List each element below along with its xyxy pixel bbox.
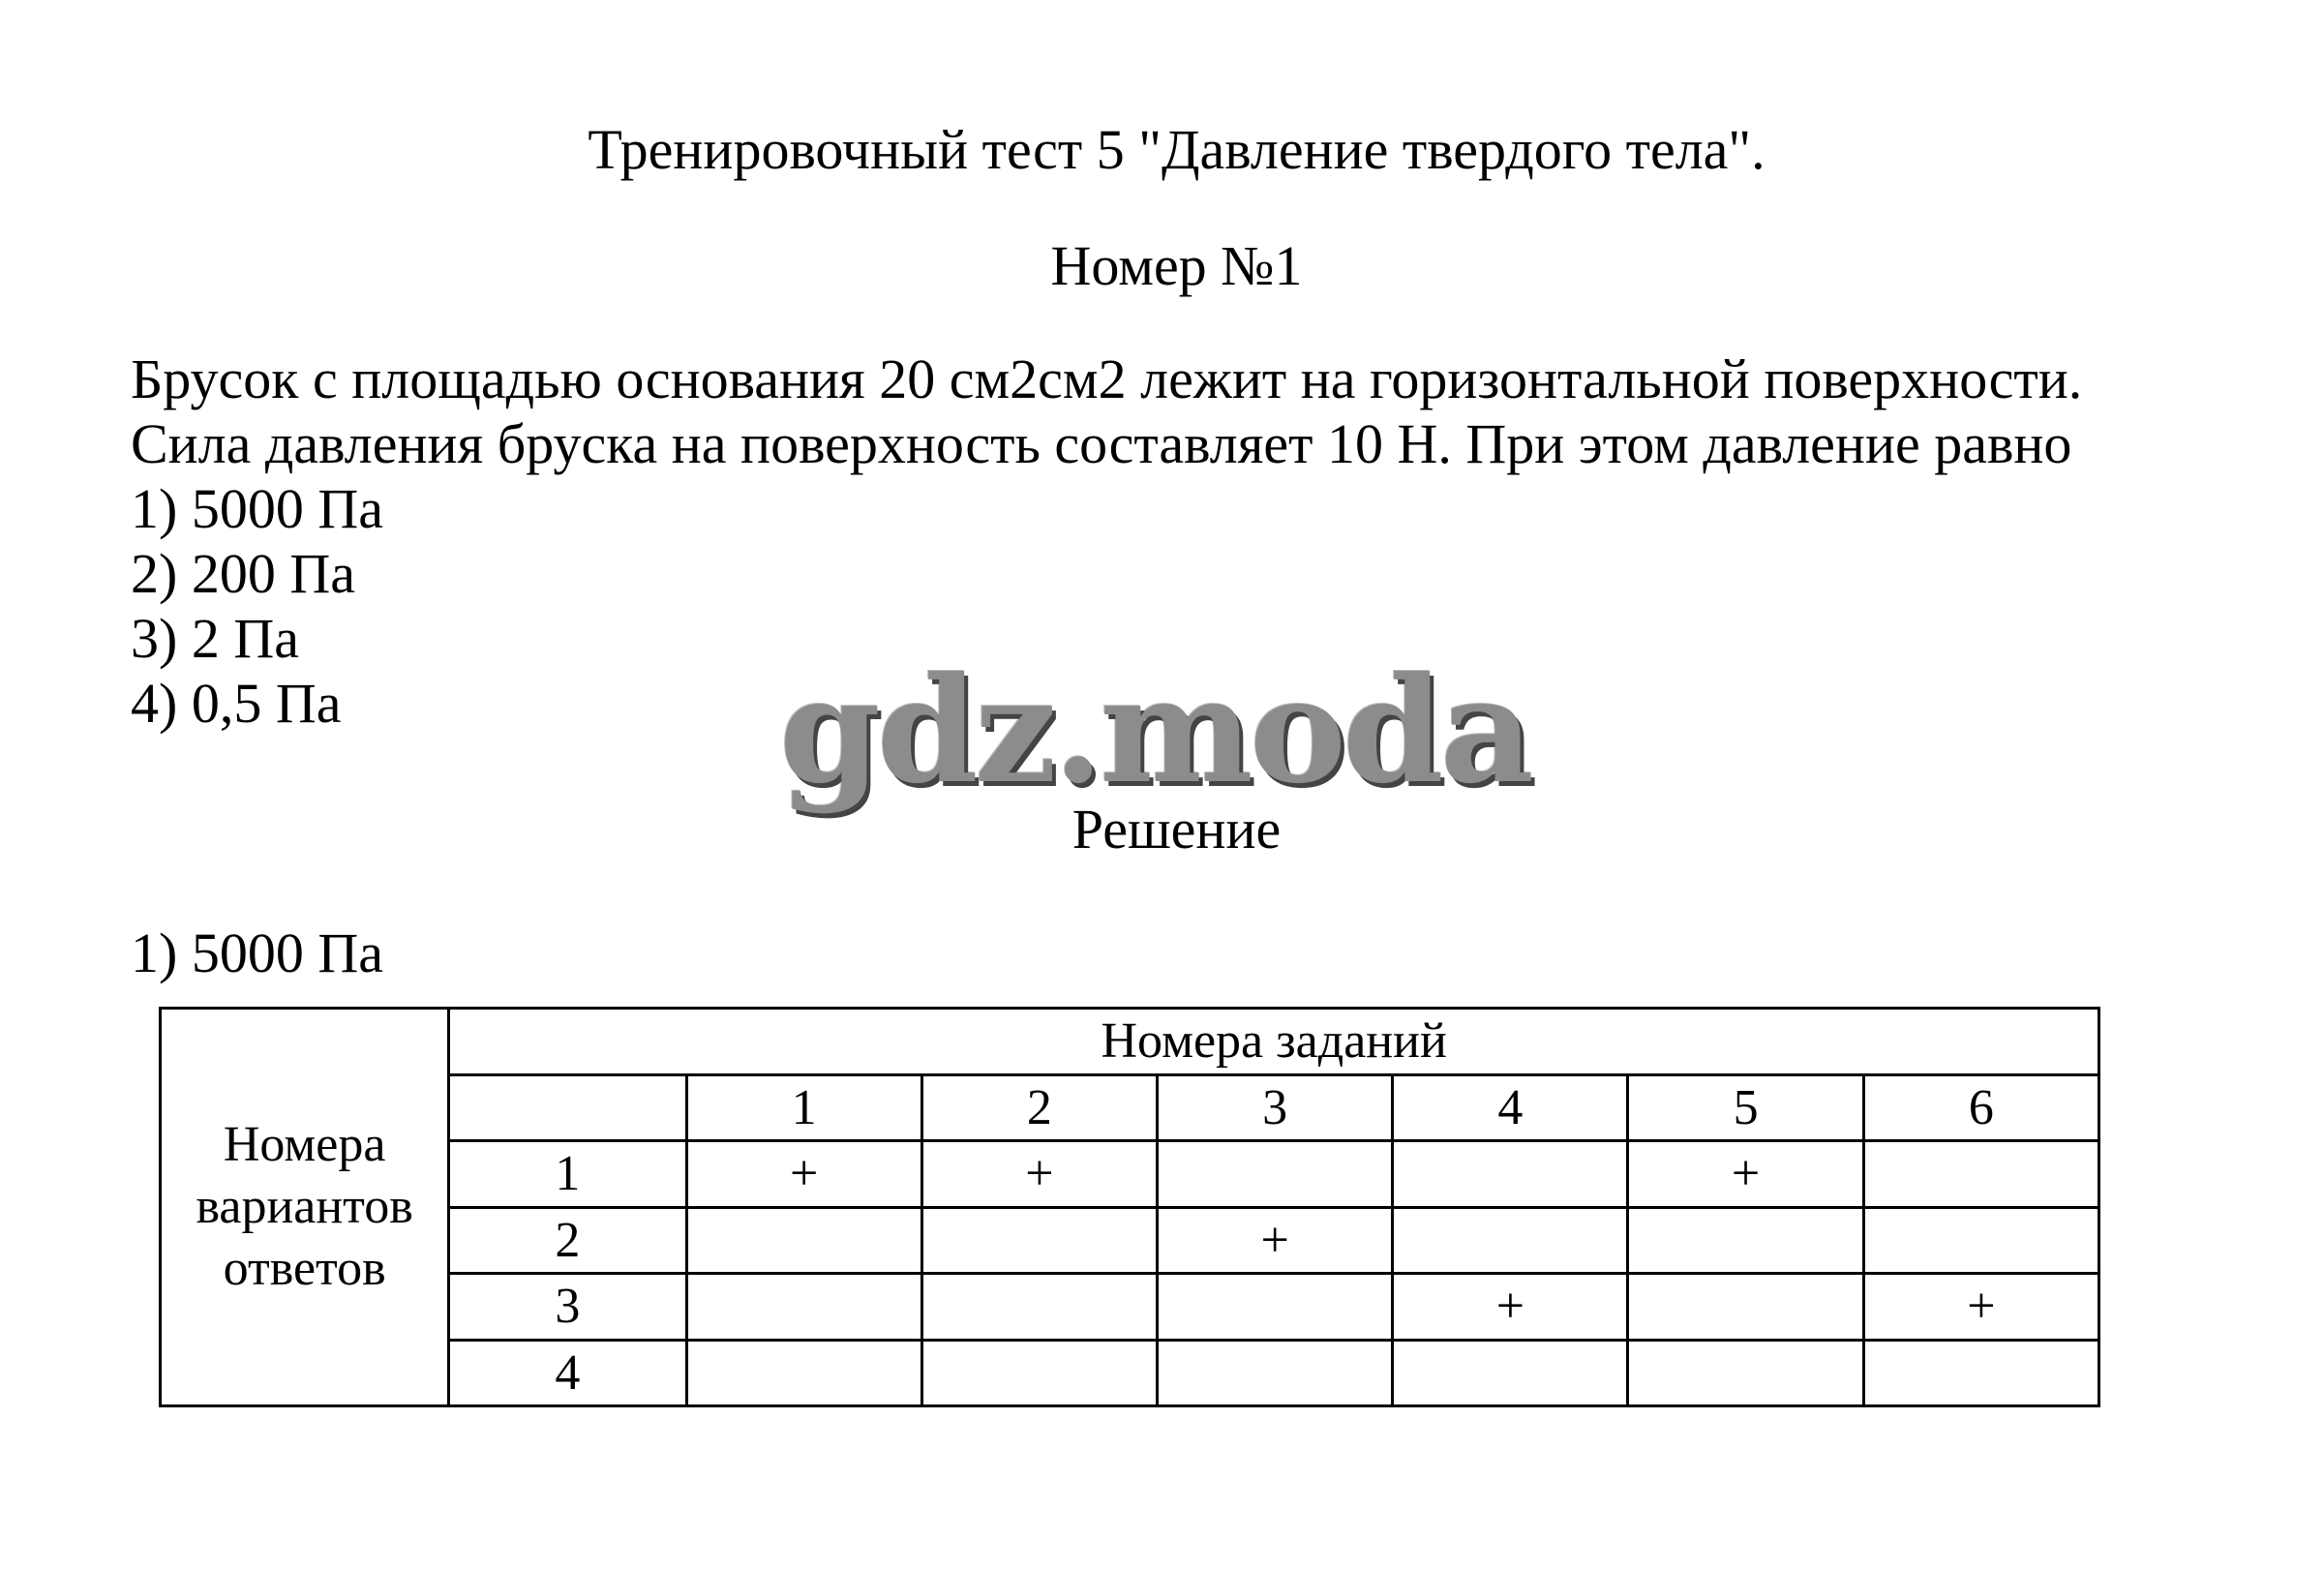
watermark-logo: gdz.moda [779, 646, 1531, 816]
answer-option: 2) 200 Па [131, 542, 355, 605]
task-number-cell: 3 [1158, 1074, 1393, 1141]
task-number-cell: 4 [1393, 1074, 1628, 1141]
mark-cell: + [1628, 1141, 1863, 1208]
variant-number-cell: 1 [449, 1141, 686, 1208]
task-number-cell: 2 [921, 1074, 1157, 1141]
variant-number-cell: 3 [449, 1274, 686, 1341]
mark-cell [686, 1207, 921, 1274]
answer-option: 1) 5000 Па [131, 477, 383, 540]
mark-cell: + [686, 1141, 921, 1208]
mark-cell: + [1158, 1207, 1393, 1274]
table-row [161, 1074, 2099, 1141]
tasks-header-cell: Номера заданий [449, 1009, 2099, 1075]
mark-cell [921, 1207, 1157, 1274]
table-row [161, 1141, 2099, 1208]
empty-corner-cell [449, 1074, 686, 1141]
table-row [161, 1207, 2099, 1274]
variant-number-cell: 2 [449, 1207, 686, 1274]
task-number-cell: 1 [686, 1074, 921, 1141]
mark-cell [1158, 1340, 1393, 1406]
test-title: Тренировочный тест 5 "Давление твердого тела". [588, 118, 1766, 181]
mark-cell [1628, 1274, 1863, 1341]
answers-header-line: ответов [223, 1241, 386, 1296]
mark-cell [1863, 1340, 2098, 1406]
table-row [161, 1340, 2099, 1406]
answers-header-cell [161, 1009, 449, 1406]
mark-cell [1863, 1141, 2098, 1208]
problem-line: Сила давления бруска на поверхность составляет 10 Н. При этом давление равно [131, 412, 2072, 475]
mark-cell [1393, 1141, 1628, 1208]
mark-cell [1158, 1141, 1393, 1208]
table-row [161, 1274, 2099, 1341]
answer-option: 4) 0,5 Па [131, 672, 342, 735]
answers-header-line: Номера [223, 1117, 386, 1172]
mark-cell [1158, 1274, 1393, 1341]
mark-cell [1628, 1207, 1863, 1274]
mark-cell [1393, 1207, 1628, 1274]
mark-cell [921, 1274, 1157, 1341]
problem-number: Номер №1 [1050, 234, 1303, 297]
task-number-cell: 6 [1863, 1074, 2098, 1141]
answers-header-line: вариантов [196, 1179, 413, 1234]
answer-grid [159, 1007, 2100, 1407]
mark-cell: + [1393, 1274, 1628, 1341]
answer-option: 3) 2 Па [131, 607, 299, 670]
mark-cell [1863, 1207, 2098, 1274]
problem-line: Брусок с площадью основания 20 см2см2 лежит на горизонтальной поверхности. [131, 347, 2083, 410]
table-row [161, 1009, 2099, 1075]
solution-answer: 1) 5000 Па [131, 921, 383, 984]
mark-cell [921, 1340, 1157, 1406]
mark-cell: + [1863, 1274, 2098, 1341]
mark-cell [1393, 1340, 1628, 1406]
solution-heading: Решение [1071, 798, 1282, 860]
task-number-cell: 5 [1628, 1074, 1863, 1141]
variant-number-cell: 4 [449, 1340, 686, 1406]
mark-cell [686, 1340, 921, 1406]
mark-cell [1628, 1340, 1863, 1406]
mark-cell: + [921, 1141, 1157, 1208]
mark-cell [686, 1274, 921, 1341]
